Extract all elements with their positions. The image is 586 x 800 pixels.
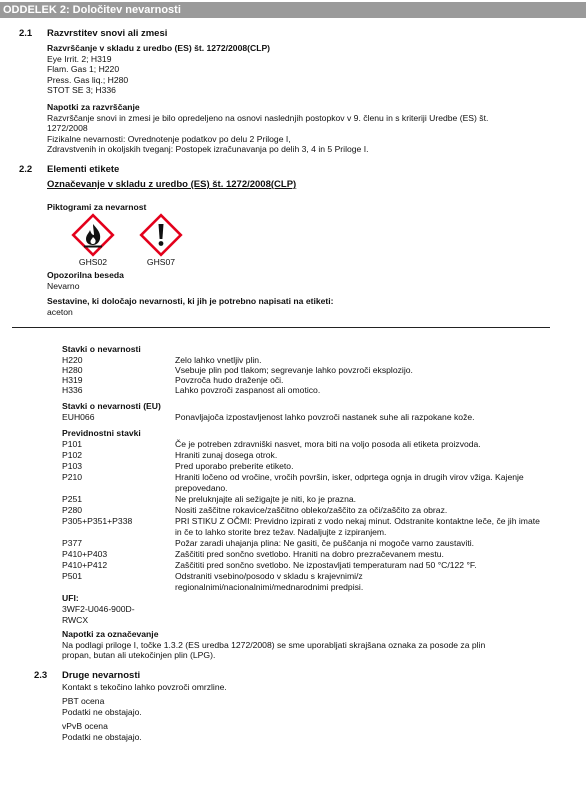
labeling-notes-line: Na podlagi priloge I, točke 1.3.2 (ES uredba 1272/2008) se sme uporabljati skrajšana oznaka za posode za plin — [62, 639, 486, 650]
statement-text: Zaščititi pred sončno svetlobo. Hraniti na dobro prezračevanem mestu. — [175, 549, 444, 559]
statement-text: Če je potreben zdravniški nasvet, mora biti na voljo posoda ali etiketa proizvoda. — [175, 439, 481, 449]
section-2-2-number: 2.2 — [19, 164, 33, 175]
statement-text: Hraniti zunaj dosega otrok. — [175, 450, 278, 460]
statement-text: Vsebuje plin pod tlakom; segrevanje lahko povzroči eksplozijo. — [175, 365, 413, 375]
clp-line: Eye Irrit. 2; H319 — [47, 53, 112, 64]
section-2-3-number: 2.3 — [34, 670, 48, 681]
section-banner: ODDELEK 2: Določitev nevarnosti — [0, 2, 586, 18]
statement-text: Nositi zaščitne rokavice/zaščitno obleko/zaščito za oči/zaščito za obraz. — [175, 505, 448, 515]
clp-line: Flam. Gas 1; H220 — [47, 64, 120, 75]
ufi-heading: UFI: — [62, 593, 79, 603]
statement-code: P251 — [62, 494, 83, 504]
statement-code: H220 — [62, 355, 83, 365]
components-block — [47, 296, 334, 317]
statement-code: P210 — [62, 472, 83, 482]
statements-area — [62, 344, 548, 654]
pictogram-label: GHS02 — [78, 257, 108, 267]
vpvb-block — [62, 721, 142, 742]
pictograms-heading: Piktogrami za nevarnost — [47, 202, 147, 212]
statement-text: Hraniti ločeno od vročine, vročih površin, isker, odprtega ognja in drugih virov vžiga. Kajenje prepovedano. — [175, 472, 524, 493]
label-heading: Označevanje v skladu z uredbo (ES) št. 1272/2008(CLP) — [47, 179, 297, 190]
statement-text: Požar zaradi uhajanja plina: Ne gasiti, če puščanja ni mogoče varno zaustaviti. — [175, 538, 475, 548]
statement-text: Zaščititi pred sončno svetlobo. Ne izpostavljati temperaturam nad 50 °C/122 °F. — [175, 560, 477, 570]
statement-text: Lahko povzroči zaspanost ali omotico. — [175, 385, 321, 395]
clp-line: Press. Gas liq.; H280 — [47, 74, 129, 85]
flame-icon — [71, 213, 115, 257]
pbt-heading: PBT ocena — [62, 696, 105, 706]
statement-text: Pred uporabo preberite etiketo. — [175, 461, 294, 471]
statement-code: P501 — [62, 571, 83, 581]
pbt-block — [62, 696, 142, 717]
section-2-3-title: Druge nevarnosti — [62, 670, 141, 681]
labeling-notes-line: propan, butan ali utekočinjen plin (LPG). — [62, 650, 216, 661]
statement-code: P101 — [62, 439, 83, 449]
notes-line: 1272/2008 — [47, 123, 88, 134]
ufi-line: 3WF2-U046-900D- — [62, 604, 135, 614]
pictogram-label: GHS07 — [146, 257, 176, 267]
statement-code: H319 — [62, 375, 83, 385]
components-heading: Sestavine, ki določajo nevarnosti, ki jih je potrebno napisati na etiketi: — [47, 296, 334, 306]
components-value: aceton — [47, 306, 73, 317]
other-hazards-intro: Kontakt s tekočino lahko povzroči omrzline. — [62, 682, 227, 692]
signal-word: Nevarno — [47, 280, 80, 291]
hazard-heading: Stavki o nevarnosti — [62, 344, 141, 354]
notes-line: Zdravstvenih in okoljskih tveganj: Postopek izračunavanja po delih 3, 4 in 5 Priloge I. — [47, 144, 369, 155]
notes-line: Razvrščanje snovi in zmesi je bilo opredeljeno na osnovi naslednjih postopkov v 9. členu in s kriteriji Uredbe (ES) št. — [47, 112, 489, 123]
section-2-2-title: Elementi etikete — [47, 164, 120, 175]
statement-code: H280 — [62, 365, 83, 375]
statement-text: Ponavljajoča izpostavljenost lahko povzroči nastanek suhe ali razpokane kože. — [175, 412, 475, 422]
statement-text: PRI STIKU Z OČMI: Previdno izpirati z vodo nekaj minut. Odstranite kontaktne leče, če jih imate in če to lahko storite brez težav. Nadaljujte z izpiranjem. — [175, 516, 540, 537]
statement-text: Zelo lahko vnetljiv plin. — [175, 355, 262, 365]
section-2-1-title: Razvrstitev snovi ali zmesi — [47, 28, 168, 39]
vpvb-heading: vPvB ocena — [62, 721, 108, 731]
exclamation-mark-icon — [139, 213, 183, 257]
vpvb-value: Podatki ne obstajajo. — [62, 731, 142, 742]
divider — [12, 327, 550, 328]
statement-text: Ne preluknjajte ali sežigajte je niti, ko je prazna. — [175, 494, 357, 504]
statement-code: P305+P351+P338 — [62, 516, 133, 526]
precaution-heading: Previdnostni stavki — [62, 428, 141, 438]
statement-text: Odstraniti vsebino/posodo v skladu s krajevnimi/z regionalnimi/nacionalnimi/mednarodnimi predpisi. — [175, 571, 364, 592]
statement-code: H336 — [62, 385, 83, 395]
labeling-notes-block — [62, 629, 485, 661]
signal-word-block — [47, 270, 124, 291]
eu-heading: Stavki o nevarnosti (EU) — [62, 401, 161, 411]
clp-classification-block — [47, 43, 270, 96]
statement-code: P410+P412 — [62, 560, 108, 570]
pbt-value: Podatki ne obstajajo. — [62, 706, 142, 717]
statement-code: P102 — [62, 450, 83, 460]
classification-notes-block — [47, 102, 488, 155]
statement-text: Povzroča hudo draženje oči. — [175, 375, 284, 385]
statement-code: P410+P403 — [62, 549, 108, 559]
labeling-notes-heading: Napotki za označevanje — [62, 629, 159, 639]
statement-code: EUH066 — [62, 412, 95, 422]
clp-line: STOT SE 3; H336 — [47, 85, 116, 96]
statement-code: P103 — [62, 461, 83, 471]
statement-code: P280 — [62, 505, 83, 515]
section-2-1-number: 2.1 — [19, 28, 33, 39]
signal-heading: Opozorilna beseda — [47, 270, 124, 280]
clp-heading: Razvrščanje v skladu z uredbo (ES) št. 1272/2008(CLP) — [47, 43, 271, 53]
ufi-line: RWCX — [62, 615, 89, 625]
notes-heading: Napotki za razvrščanje — [47, 102, 140, 112]
notes-line: Fizikalne nevarnosti: Ovrednotenje podatkov po delu 2 Priloge I, — [47, 133, 291, 144]
statement-code: P377 — [62, 538, 83, 548]
